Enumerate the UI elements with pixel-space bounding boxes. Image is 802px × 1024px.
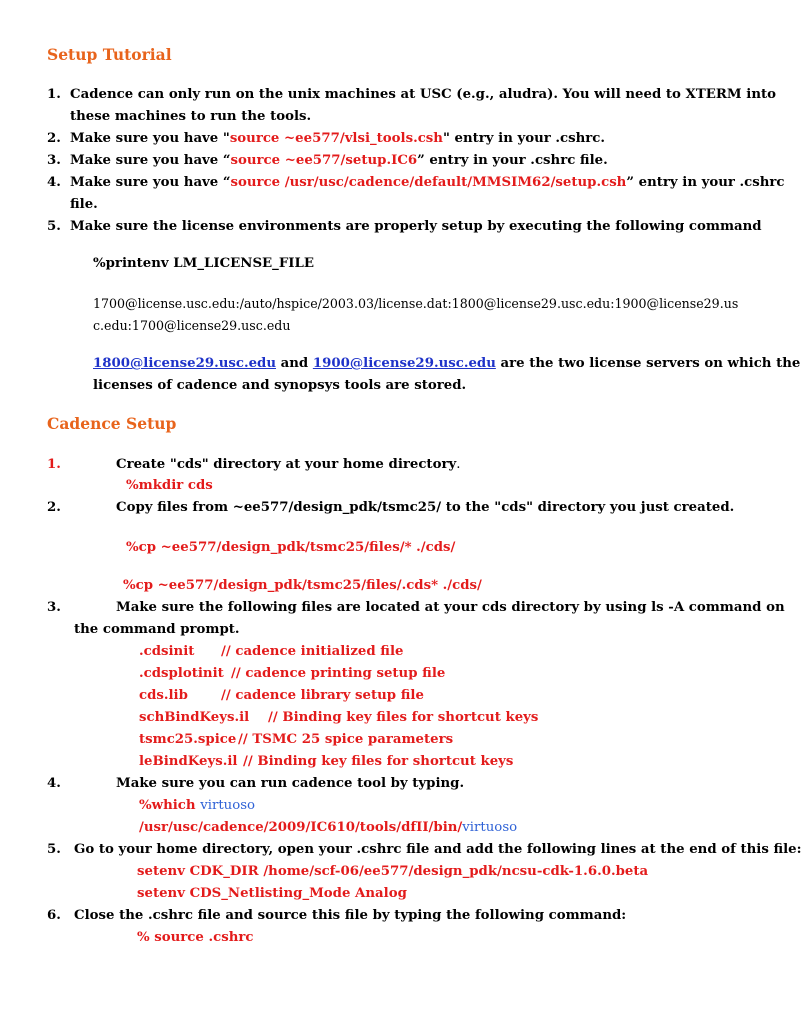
file-name: .cdsplotinit [139,666,224,681]
command-text: %cp ~ee577/design_pdk/tsmc25/files/* ./cds/ [126,540,456,555]
list-item-number: 1. [47,87,61,102]
step-text: Go to your home directory, open your .cshrc file and add the following lines at the end of this file: [74,842,802,857]
command-text: % source .cshrc [137,930,254,945]
command-text: %mkdir cds [126,478,213,493]
step-number: 4. [47,776,61,791]
file-name: tsmc25.spice [139,732,237,747]
step-number: 5. [47,842,61,857]
command-output: 1700@license.usc.edu:/auto/hspice/2003.03/license.dat:1800@license29.usc.edu:1900@license29.us [93,296,739,311]
list-item-number: 5. [47,219,61,234]
list-item-number: 2. [47,131,61,146]
code-snippet: source /usr/usc/cadence/default/MMSIM62/setup.csh [230,175,627,190]
list-item-text: Make sure the license environments are properly setup by executing the following command [70,219,762,234]
step-text: Make sure you can run cadence tool by typing. [116,776,465,791]
code-snippet: source ~ee577/vlsi_tools.csh [229,131,443,146]
file-comment: // Binding key files for shortcut keys [243,754,514,769]
step-text: Close the .cshrc file and source this file by typing the following command: [74,908,627,923]
license-servers-text: licenses of cadence and synopsys tools are stored. [93,378,467,393]
step-text: Make sure the following files are located at your cds directory by using ls -A command on [116,600,785,615]
step-text: Copy files from ~ee577/design_pdk/tsmc25/ to the "cds" directory you just created. [116,500,735,515]
list-item-text: Cadence can only run on the unix machines at USC (e.g., aludra). You will need to XTERM into [70,87,777,102]
list-item-text: file. [70,197,98,212]
command-text: %which virtuoso [139,798,256,813]
env-line: setenv CDS_Netlisting_Mode Analog [137,886,407,901]
step-number: 3. [47,600,61,615]
list-item-number: 4. [47,175,61,190]
command-text: %cp ~ee577/design_pdk/tsmc25/files/.cds* ./cds/ [123,578,482,593]
list-item-text: Make sure you have “source /usr/usc/cadence/default/MMSIM62/setup.csh” entry in your .cshrc [70,175,785,190]
step-number: 1. [47,457,61,472]
file-comment: // cadence library setup file [221,688,424,703]
step-number: 6. [47,908,61,923]
file-name: cds.lib [139,688,188,703]
cadence-setup-heading: Cadence Setup [47,414,177,433]
step-text: the command prompt. [74,622,240,637]
license-server-link-1900[interactable]: 1900@license29.usc.edu [312,356,496,371]
file-name: schBindKeys.il [139,710,250,725]
file-comment: // TSMC 25 spice parameters [238,732,454,747]
file-comment: // Binding key files for shortcut keys [268,710,539,725]
list-item-text: Make sure you have "source ~ee577/vlsi_tools.csh" entry in your .cshrc. [70,131,606,146]
license-server-link-1800[interactable]: 1800@license29.usc.edu [93,356,277,371]
env-line: setenv CDK_DIR /home/scf-06/ee577/design_pdk/ncsu-cdk-1.6.0.beta [137,864,649,879]
command-text: %printenv LM_LICENSE_FILE [93,256,314,271]
list-item-number: 3. [47,153,61,168]
list-item-text: Make sure you have “source ~ee577/setup.IC6” entry in your .cshrc file. [70,153,608,168]
step-text: Create "cds" directory at your home directory. [116,457,461,472]
license-servers-text: 1800@license29.usc.edu and 1900@license29.usc.edu are the two license servers on which the [93,356,801,371]
list-item-text: these machines to run the tools. [70,109,312,124]
file-name: .cdsinit [139,644,195,659]
setup-tutorial-heading: Setup Tutorial [47,45,172,64]
file-name: leBindKeys.il [139,754,238,769]
step-number: 2. [47,500,61,515]
file-comment: // cadence printing setup file [231,666,446,681]
command-output: c.edu:1700@license29.usc.edu [93,318,291,333]
file-comment: // cadence initialized file [221,644,404,659]
command-output: /usr/usc/cadence/2009/IC610/tools/dfII/bin/virtuoso [139,820,518,835]
code-snippet: source ~ee577/setup.IC6 [230,153,418,168]
